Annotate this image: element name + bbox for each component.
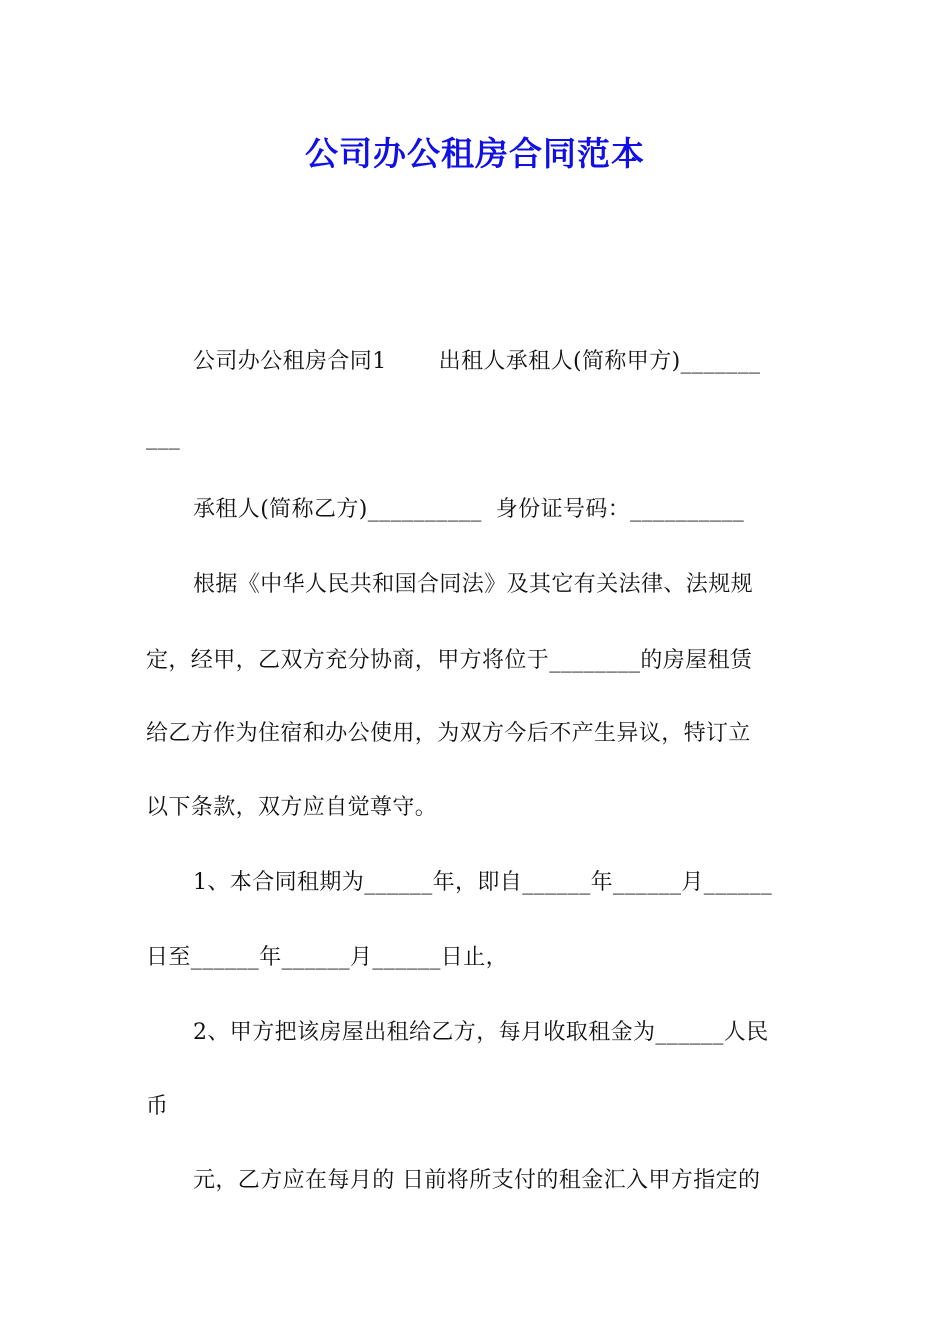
paragraph-line: 以下条款，双方应自觉尊守。 [146,795,438,820]
paragraph-line: 定，经甲，乙双方充分协商，甲方将位于________的房屋租赁 [146,648,753,673]
lessor-field-continuation: ___ [146,425,181,450]
clause-2-line: 2、甲方把该房屋出租给乙方，每月收取租金为______人民 [193,1020,769,1045]
lessee-line [193,496,744,524]
lessor-field: 出租人承租人(简称甲方)_______ [438,349,761,374]
clause-1-line: 1、本合同租期为______年，即自______年______月______ [193,870,773,895]
lessee-field: 承租人(简称乙方)__________ [193,497,482,522]
contract-number: 公司办公租房合同1 [193,349,387,374]
contract-heading-line [193,348,760,376]
paragraph-line: 给乙方作为住宿和办公使用，为双方今后不产生异议，特订立 [146,721,751,746]
id-number-field: 身份证号码：__________ [495,497,745,522]
document-title: 公司办公租房合同范本 [305,134,645,173]
clause-1-line: 日至______年______月______日止， [146,945,509,970]
paragraph-line: 根据《中华人民共和国合同法》及其它有关法律、法规规 [193,572,754,597]
clause-2-line: 币 [146,1094,169,1119]
clause-2-line: 元，乙方应在每月的 日前将所支付的租金汇入甲方指定的 [193,1168,761,1193]
